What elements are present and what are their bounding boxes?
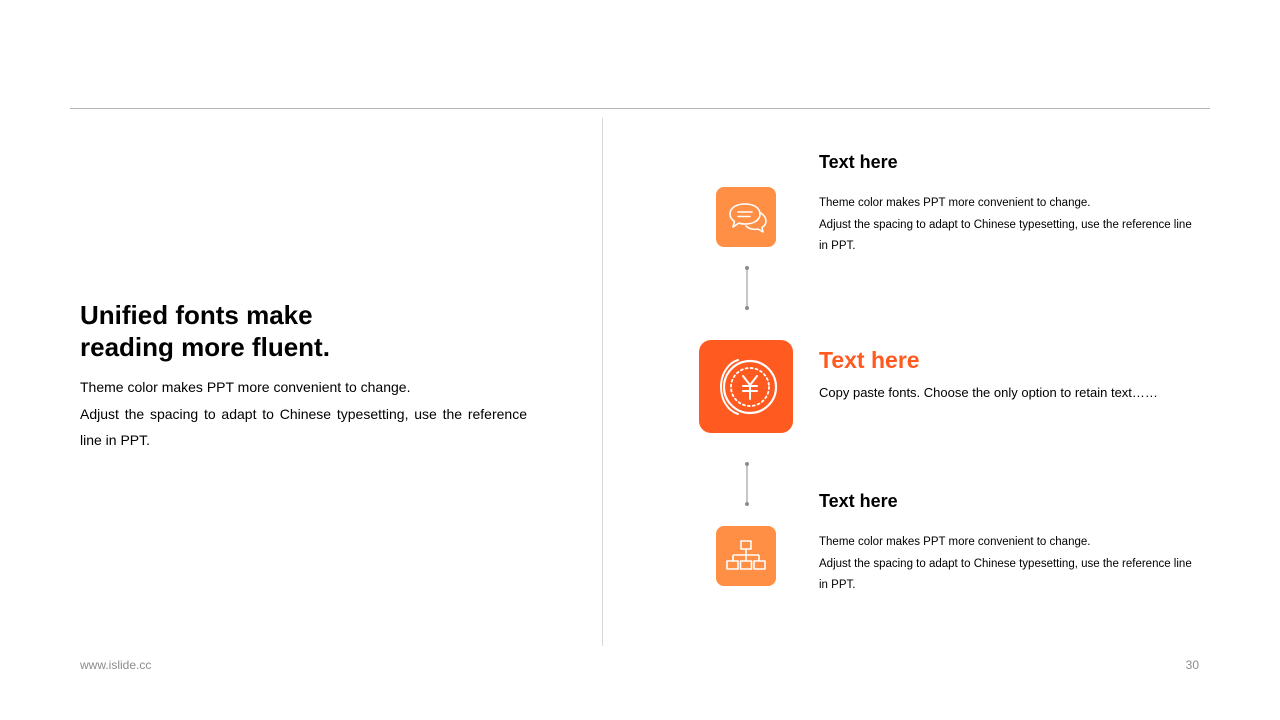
- top-divider-line: [70, 108, 1210, 109]
- item-3-title: Text here: [819, 491, 898, 511]
- item-3-description: [819, 532, 1199, 597]
- intro-line-2: Adjust the spacing to adapt to Chinese typesetting, use the reference line in PPT.: [80, 405, 527, 448]
- item-1-title: Text here: [819, 152, 898, 172]
- item-2-line-1: Copy paste fonts. Choose the only option to retain text……: [819, 385, 1158, 400]
- vertical-divider-line: [602, 118, 603, 646]
- chat-bubbles-icon: [716, 187, 776, 247]
- intro-paragraph: [80, 374, 527, 454]
- headline-line-2: reading more fluent.: [80, 332, 330, 362]
- item-1-line-1: Theme color makes PPT more convenient to change.: [819, 197, 1091, 209]
- item-2-title: Text here: [819, 347, 920, 373]
- headline-line-1: Unified fonts make: [80, 300, 313, 330]
- footer-website: www.islide.cc: [80, 658, 152, 672]
- connector-line-2: [745, 462, 749, 506]
- intro-line-1: Theme color makes PPT more convenient to change.: [80, 379, 411, 395]
- item-2-description: [819, 382, 1199, 404]
- yuan-coin-icon: [699, 340, 793, 433]
- connector-line-1: [745, 266, 749, 310]
- page-number: 30: [1185, 658, 1199, 672]
- org-chart-icon: [716, 526, 776, 586]
- item-1-description: [819, 193, 1199, 258]
- headline: [80, 299, 380, 363]
- item-3-line-1: Theme color makes PPT more convenient to change.: [819, 536, 1091, 548]
- item-3-line-2: Adjust the spacing to adapt to Chinese typesetting, use the reference line in PPT.: [819, 557, 1192, 591]
- item-1-line-2: Adjust the spacing to adapt to Chinese typesetting, use the reference line in PPT.: [819, 218, 1192, 252]
